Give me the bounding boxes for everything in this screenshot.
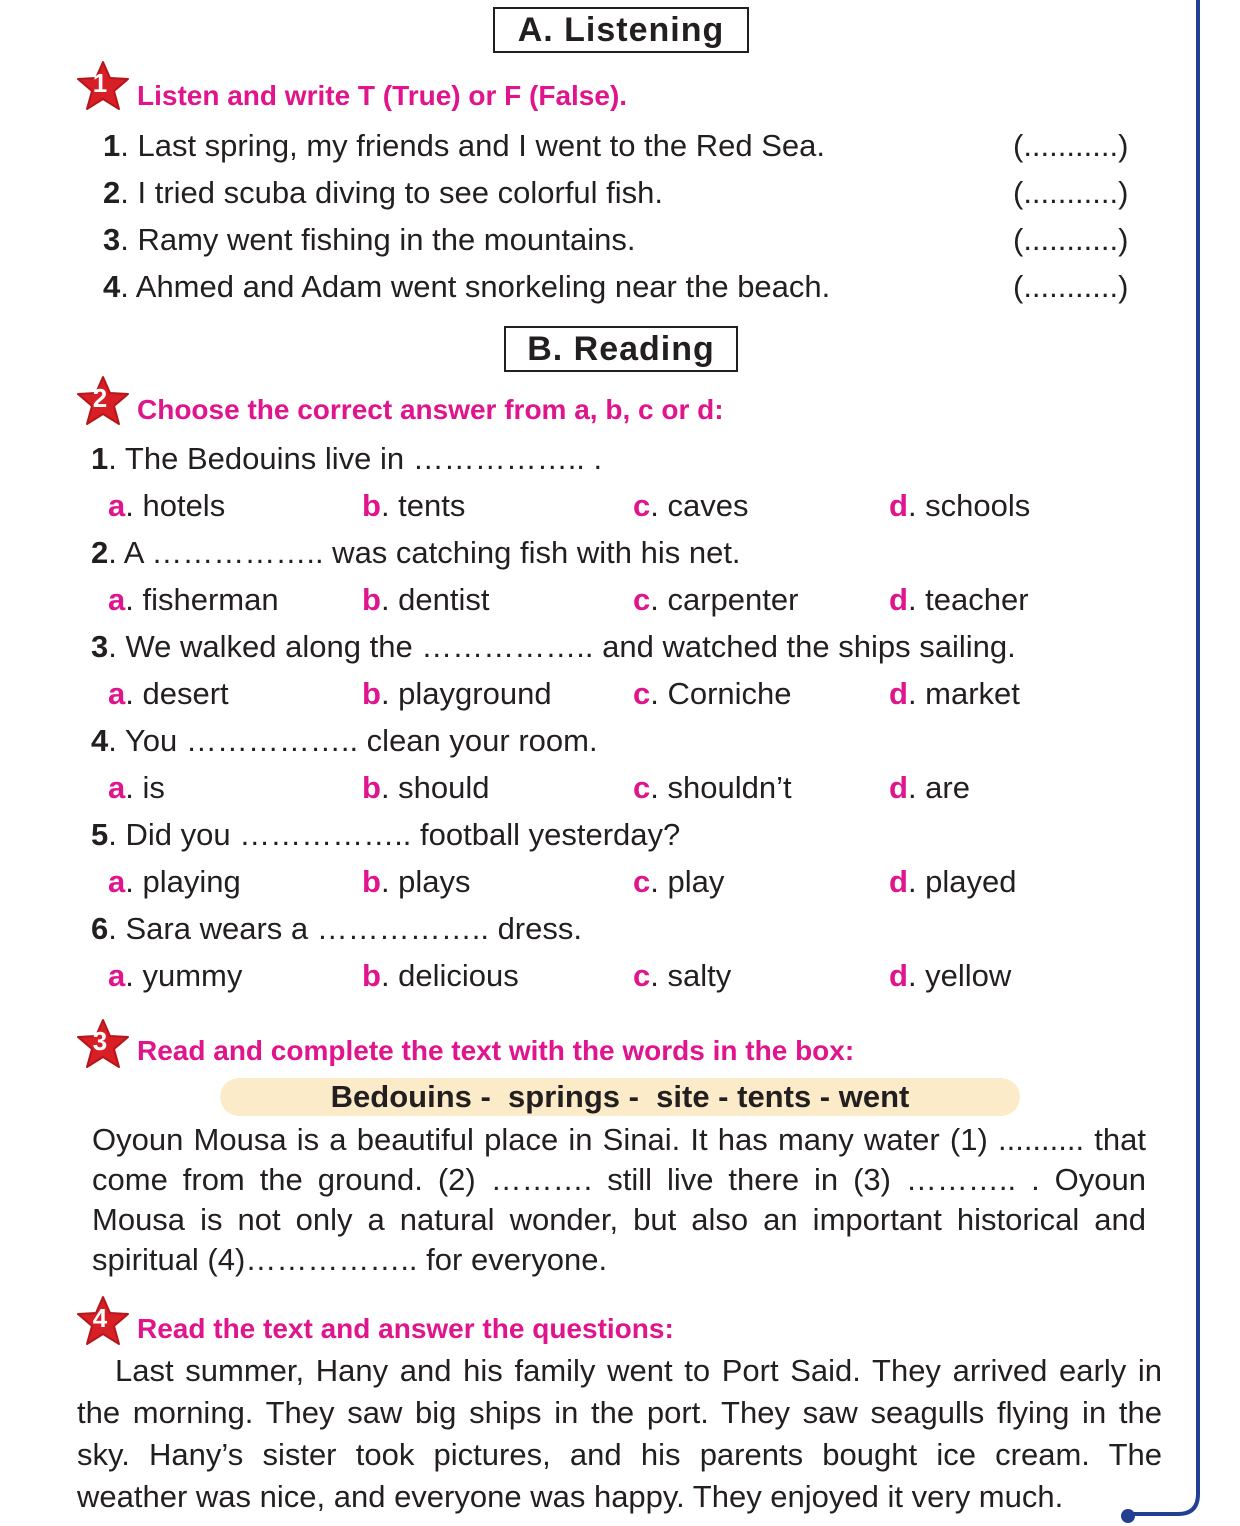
option-text: . dentist [380,582,490,617]
statement-line [103,269,830,305]
answer-option-a[interactable] [108,488,225,524]
question-text: . Did you …………….. football yesterday? [108,817,681,852]
option-text: . teacher [907,582,1029,617]
answer-option-d[interactable] [889,864,1017,900]
option-letter: d [889,770,908,805]
answer-option-d[interactable] [889,676,1020,712]
statement-text: . Last spring, my friends and I went to the Red Sea. [120,128,826,163]
statement-text: . I tried scuba diving to see colorful fish. [120,175,664,210]
answer-option-c[interactable] [633,958,731,994]
option-letter: a [108,864,126,899]
option-letter: a [108,958,126,993]
option-letter: b [362,770,381,805]
answer-option-b[interactable] [362,676,552,712]
option-letter: c [633,488,651,523]
option-letter: d [889,676,908,711]
option-text: . playing [125,864,241,899]
option-text: . tents [380,488,466,523]
option-text: . is [125,770,165,805]
answer-option-a[interactable] [108,770,165,806]
option-letter: a [108,770,126,805]
option-text: . are [907,770,970,805]
option-letter: c [633,958,651,993]
option-letter: b [362,676,381,711]
question-line [91,441,602,477]
option-text: . Corniche [650,676,792,711]
option-letter: d [889,958,908,993]
option-text: . yummy [125,958,243,993]
question-line [91,723,598,759]
answer-option-b[interactable] [362,488,465,524]
question-text: . Sara wears a …………….. dress. [108,911,582,946]
question-number: 6 [91,911,109,946]
question-text: . We walked along the …………….. and watched the ships sailing. [108,629,1016,664]
cloze-text: Oyoun Mousa is a beautiful place in Sinai. It has many water (1) .......... that come from the ground. (2) ………. still live there in (3) ……….. . Oyoun Mousa is not only a natural wonder, but also an important historical and spiritual (4)…………….. for everyone. [92,1122,1146,1277]
answer-blank[interactable]: (...........) [1013,175,1129,210]
option-letter: c [633,676,651,711]
answer-option-d[interactable] [889,770,970,806]
option-letter: c [633,864,651,899]
exercise-instruction: Choose the correct answer from a, b, c or d: [137,394,724,425]
question-number: 2 [91,535,109,570]
answer-option-b[interactable] [362,958,519,994]
section-title-reading: B. Reading [504,326,738,372]
option-text: . played [907,864,1017,899]
star-number-icon [75,60,131,112]
question-number: 3 [91,629,109,664]
exercise-instruction: Read the text and answer the questions: [137,1313,674,1344]
question-line [91,911,582,947]
option-text: . fisherman [125,582,279,617]
item-number: 4 [103,269,121,304]
statement-line [103,175,663,211]
option-letter: a [108,488,126,523]
option-letter: d [889,488,908,523]
option-text: . play [650,864,725,899]
word-box: Bedouins - springs - site - tents - went [220,1078,1020,1116]
answer-option-a[interactable] [108,864,241,900]
statement-line [103,222,635,258]
option-text: . playground [380,676,552,711]
answer-option-c[interactable] [633,488,748,524]
answer-option-d[interactable] [889,582,1029,618]
option-text: . shouldn’t [650,770,792,805]
question-text: . A …………….. was catching fish with his net. [108,535,741,570]
option-letter: d [889,582,908,617]
answer-option-b[interactable] [362,770,490,806]
answer-option-d[interactable] [889,958,1011,994]
item-number: 3 [103,222,121,257]
star-number-icon [75,375,131,427]
option-text: . schools [907,488,1031,523]
question-line [91,817,680,853]
option-text: . carpenter [650,582,799,617]
question-number: 1 [91,441,109,476]
section-title-listening: A. Listening [493,7,749,53]
answer-blank[interactable]: (...........) [1013,128,1129,163]
answer-option-c[interactable] [633,676,792,712]
question-line [91,629,1016,665]
exercise-instruction: Read and complete the text with the words in the box: [137,1035,855,1066]
option-letter: a [108,582,126,617]
answer-option-a[interactable] [108,676,229,712]
option-letter: c [633,770,651,805]
answer-blank[interactable]: (...........) [1013,269,1129,304]
exercise-number: 3 [92,1026,108,1056]
statement-line [103,128,825,164]
page-border-line [1196,0,1200,1480]
statement-text: . Ramy went fishing in the mountains. [120,222,636,257]
option-letter: b [362,582,381,617]
question-line [91,535,741,571]
question-text: . You …………….. clean your room. [108,723,598,758]
question-number: 4 [91,723,109,758]
option-text: . caves [650,488,749,523]
answer-option-a[interactable] [108,582,279,618]
question-number: 5 [91,817,109,852]
option-letter: d [889,864,908,899]
exercise-number: 2 [92,383,108,413]
option-text: . delicious [380,958,519,993]
option-letter: b [362,864,381,899]
option-letter: a [108,676,126,711]
statement-text: . Ahmed and Adam went snorkeling near the beach. [120,269,831,304]
star-number-icon [75,1018,131,1070]
option-letter: c [633,582,651,617]
answer-blank[interactable]: (...........) [1013,222,1129,257]
answer-option-c[interactable] [633,582,798,618]
answer-option-d[interactable] [889,488,1030,524]
option-text: . market [907,676,1020,711]
option-text: . should [380,770,490,805]
option-letter: b [362,488,381,523]
question-text: . The Bedouins live in …………….. . [108,441,603,476]
answer-option-b[interactable] [362,582,490,618]
answer-option-a[interactable] [108,958,242,994]
exercise-instruction: Listen and write T (True) or F (False). [137,80,628,111]
answer-option-b[interactable] [362,864,471,900]
item-number: 1 [103,128,121,163]
answer-option-c[interactable] [633,864,724,900]
option-text: . plays [380,864,471,899]
star-number-icon [75,1295,131,1347]
item-number: 2 [103,175,121,210]
answer-option-c[interactable] [633,770,792,806]
option-text: . yellow [907,958,1012,993]
option-text: . salty [650,958,732,993]
option-letter: b [362,958,381,993]
exercise-number: 4 [92,1303,108,1333]
exercise-number: 1 [92,68,108,98]
option-text: . hotels [125,488,226,523]
option-text: . desert [125,676,229,711]
reading-passage: Last summer, Hany and his family went to Port Said. They arrived early in the morning. They saw big ships in the port. They saw seagulls flying in the sky. Hany’s sister took pictures, and his parents bought ice cream. The weather was nice, and everyone was happy. They enjoyed it very much. [77,1353,1162,1514]
